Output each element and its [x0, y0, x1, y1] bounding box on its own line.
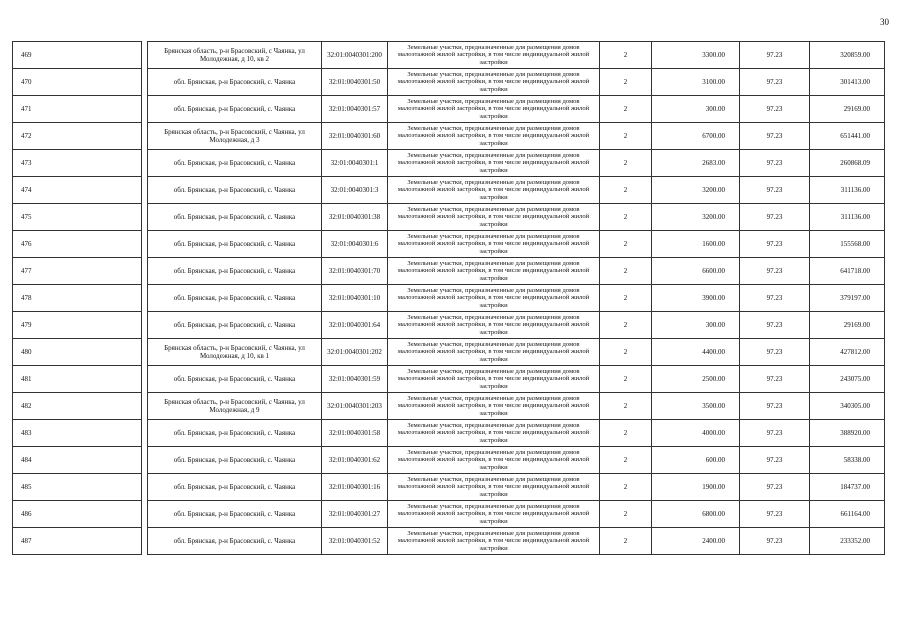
area-cell: 3300.00 — [652, 42, 740, 69]
address-cell: обл. Брянская, р-н Брасовский, с. Чаянка — [148, 177, 322, 204]
group-cell: 2 — [600, 312, 652, 339]
rate-cell: 97.23 — [740, 474, 810, 501]
address-cell: обл. Брянская, р-н Брасовский, с. Чаянка — [148, 474, 322, 501]
area-cell: 1600.00 — [652, 231, 740, 258]
address-cell: обл. Брянская, р-н Брасовский, с. Чаянка — [148, 69, 322, 96]
rate-cell: 97.23 — [740, 231, 810, 258]
cadastral-value-cell: 155568.00 — [810, 231, 885, 258]
rate-cell: 97.23 — [740, 123, 810, 150]
table-row — [13, 123, 885, 150]
cadastral-number-cell: 32:01:0040301:52 — [322, 528, 388, 555]
row-number: 485 — [13, 474, 142, 501]
rate-cell: 97.23 — [740, 420, 810, 447]
cadastral-number-cell: 32:01:0040301:60 — [322, 123, 388, 150]
cadastral-value-cell: 320859.00 — [810, 42, 885, 69]
row-number: 472 — [13, 123, 142, 150]
cadastral-number-cell: 32:01:0040301:38 — [322, 204, 388, 231]
row-number: 477 — [13, 258, 142, 285]
table-row — [13, 366, 885, 393]
table-row — [13, 420, 885, 447]
rate-cell: 97.23 — [740, 366, 810, 393]
table-row — [13, 528, 885, 555]
area-cell: 3100.00 — [652, 69, 740, 96]
rate-cell: 97.23 — [740, 312, 810, 339]
land-use-cell: Земельные участки, предназначенные для размещения домов малоэтажной жилой застройки, в том числе индивидуальной жилой застройки — [388, 123, 600, 150]
cadastral-number-cell: 32:01:0040301:1 — [322, 150, 388, 177]
cadastral-value-cell: 427812.00 — [810, 339, 885, 366]
area-cell: 300.00 — [652, 312, 740, 339]
cadastral-value-cell: 651441.00 — [810, 123, 885, 150]
rate-cell: 97.23 — [740, 150, 810, 177]
cadastral-number-cell: 32:01:0040301:58 — [322, 420, 388, 447]
area-cell: 3200.00 — [652, 177, 740, 204]
row-number: 474 — [13, 177, 142, 204]
group-cell: 2 — [600, 501, 652, 528]
group-cell: 2 — [600, 528, 652, 555]
cadastral-value-cell: 29169.00 — [810, 96, 885, 123]
address-cell: обл. Брянская, р-н Брасовский, с. Чаянка — [148, 150, 322, 177]
group-cell: 2 — [600, 96, 652, 123]
cadastral-number-cell: 32:01:0040301:59 — [322, 366, 388, 393]
cadastral-value-cell: 184737.00 — [810, 474, 885, 501]
area-cell: 2400.00 — [652, 528, 740, 555]
address-cell: обл. Брянская, р-н Брасовский, с. Чаянка — [148, 258, 322, 285]
rate-cell: 97.23 — [740, 528, 810, 555]
group-cell: 2 — [600, 177, 652, 204]
land-use-cell: Земельные участки, предназначенные для размещения домов малоэтажной жилой застройки, в том числе индивидуальной жилой застройки — [388, 258, 600, 285]
cadastral-number-cell: 32:01:0040301:57 — [322, 96, 388, 123]
area-cell: 2683.00 — [652, 150, 740, 177]
area-cell: 4400.00 — [652, 339, 740, 366]
rate-cell: 97.23 — [740, 204, 810, 231]
rate-cell: 97.23 — [740, 96, 810, 123]
row-number: 484 — [13, 447, 142, 474]
land-use-cell: Земельные участки, предназначенные для размещения домов малоэтажной жилой застройки, в том числе индивидуальной жилой застройки — [388, 150, 600, 177]
cadastral-number-cell: 32:01:0040301:50 — [322, 69, 388, 96]
address-cell: Брянская область, р-н Брасовский, с Чаянка, ул Молодежная, д 3 — [148, 123, 322, 150]
land-use-cell: Земельные участки, предназначенные для размещения домов малоэтажной жилой застройки, в том числе индивидуальной жилой застройки — [388, 528, 600, 555]
area-cell: 2500.00 — [652, 366, 740, 393]
table-row — [13, 285, 885, 312]
row-number: 471 — [13, 96, 142, 123]
row-number: 487 — [13, 528, 142, 555]
address-cell: Брянская область, р-н Брасовский, с Чаянка, ул Молодежная, д 9 — [148, 393, 322, 420]
address-cell: обл. Брянская, р-н Брасовский, с. Чаянка — [148, 231, 322, 258]
land-use-cell: Земельные участки, предназначенные для размещения домов малоэтажной жилой застройки, в том числе индивидуальной жилой застройки — [388, 96, 600, 123]
table-row — [13, 474, 885, 501]
table-row — [13, 150, 885, 177]
group-cell: 2 — [600, 258, 652, 285]
rate-cell: 97.23 — [740, 501, 810, 528]
row-number: 478 — [13, 285, 142, 312]
land-use-cell: Земельные участки, предназначенные для размещения домов малоэтажной жилой застройки, в том числе индивидуальной жилой застройки — [388, 339, 600, 366]
group-cell: 2 — [600, 150, 652, 177]
row-number: 475 — [13, 204, 142, 231]
cadastral-number-cell: 32:01:0040301:200 — [322, 42, 388, 69]
rate-cell: 97.23 — [740, 393, 810, 420]
land-use-cell: Земельные участки, предназначенные для размещения домов малоэтажной жилой застройки, в том числе индивидуальной жилой застройки — [388, 366, 600, 393]
row-number: 480 — [13, 339, 142, 366]
cadastral-number-cell: 32:01:0040301:16 — [322, 474, 388, 501]
cadastral-number-cell: 32:01:0040301:62 — [322, 447, 388, 474]
rate-cell: 97.23 — [740, 177, 810, 204]
area-cell: 3200.00 — [652, 204, 740, 231]
area-cell: 3500.00 — [652, 393, 740, 420]
row-number: 486 — [13, 501, 142, 528]
cadastral-number-cell: 32:01:0040301:203 — [322, 393, 388, 420]
group-cell: 2 — [600, 123, 652, 150]
rate-cell: 97.23 — [740, 447, 810, 474]
cadastral-value-cell: 233352.00 — [810, 528, 885, 555]
rate-cell: 97.23 — [740, 69, 810, 96]
cadastral-number-cell: 32:01:0040301:3 — [322, 177, 388, 204]
table-row — [13, 447, 885, 474]
cadastral-value-cell: 641718.00 — [810, 258, 885, 285]
table-row — [13, 96, 885, 123]
land-use-cell: Земельные участки, предназначенные для размещения домов малоэтажной жилой застройки, в том числе индивидуальной жилой застройки — [388, 447, 600, 474]
table-row — [13, 258, 885, 285]
address-cell: Брянская область, р-н Брасовский, с Чаянка, ул Молодежная, д 10, кв 1 — [148, 339, 322, 366]
address-cell: обл. Брянская, р-н Брасовский, с. Чаянка — [148, 312, 322, 339]
land-use-cell: Земельные участки, предназначенные для размещения домов малоэтажной жилой застройки, в том числе индивидуальной жилой застройки — [388, 474, 600, 501]
area-cell: 3900.00 — [652, 285, 740, 312]
group-cell: 2 — [600, 339, 652, 366]
cadastral-number-cell: 32:01:0040301:6 — [322, 231, 388, 258]
cadastral-value-cell: 311136.00 — [810, 204, 885, 231]
cadastral-number-cell: 32:01:0040301:27 — [322, 501, 388, 528]
row-number: 473 — [13, 150, 142, 177]
table-row — [13, 339, 885, 366]
table-row — [13, 204, 885, 231]
rate-cell: 97.23 — [740, 258, 810, 285]
address-cell: обл. Брянская, р-н Брасовский, с. Чаянка — [148, 204, 322, 231]
table-row — [13, 42, 885, 69]
table-row — [13, 177, 885, 204]
row-number: 479 — [13, 312, 142, 339]
land-use-cell: Земельные участки, предназначенные для размещения домов малоэтажной жилой застройки, в том числе индивидуальной жилой застройки — [388, 312, 600, 339]
table-row — [13, 393, 885, 420]
group-cell: 2 — [600, 474, 652, 501]
cadastral-value-cell: 388920.00 — [810, 420, 885, 447]
cadastral-value-table — [12, 41, 885, 555]
cadastral-number-cell: 32:01:0040301:202 — [322, 339, 388, 366]
cadastral-value-cell: 340305.00 — [810, 393, 885, 420]
group-cell: 2 — [600, 231, 652, 258]
land-use-cell: Земельные участки, предназначенные для размещения домов малоэтажной жилой застройки, в том числе индивидуальной жилой застройки — [388, 501, 600, 528]
cadastral-value-cell: 301413.00 — [810, 69, 885, 96]
address-cell: обл. Брянская, р-н Брасовский, с. Чаянка — [148, 285, 322, 312]
group-cell: 2 — [600, 420, 652, 447]
cadastral-value-cell: 379197.00 — [810, 285, 885, 312]
land-use-cell: Земельные участки, предназначенные для размещения домов малоэтажной жилой застройки, в том числе индивидуальной жилой застройки — [388, 177, 600, 204]
row-number: 470 — [13, 69, 142, 96]
area-cell: 4000.00 — [652, 420, 740, 447]
cadastral-number-cell: 32:01:0040301:70 — [322, 258, 388, 285]
table-row — [13, 312, 885, 339]
land-use-cell: Земельные участки, предназначенные для размещения домов малоэтажной жилой застройки, в том числе индивидуальной жилой застройки — [388, 393, 600, 420]
address-cell: обл. Брянская, р-н Брасовский, с. Чаянка — [148, 96, 322, 123]
group-cell: 2 — [600, 366, 652, 393]
cadastral-value-cell: 29169.00 — [810, 312, 885, 339]
group-cell: 2 — [600, 285, 652, 312]
row-number: 482 — [13, 393, 142, 420]
cadastral-number-cell: 32:01:0040301:10 — [322, 285, 388, 312]
group-cell: 2 — [600, 447, 652, 474]
cadastral-number-cell: 32:01:0040301:64 — [322, 312, 388, 339]
address-cell: Брянская область, р-н Брасовский, с Чаянка, ул Молодежная, д 10, кв 2 — [148, 42, 322, 69]
group-cell: 2 — [600, 69, 652, 96]
row-number: 476 — [13, 231, 142, 258]
table-body — [13, 42, 885, 555]
address-cell: обл. Брянская, р-н Брасовский, с. Чаянка — [148, 447, 322, 474]
group-cell: 2 — [600, 42, 652, 69]
land-use-cell: Земельные участки, предназначенные для размещения домов малоэтажной жилой застройки, в том числе индивидуальной жилой застройки — [388, 42, 600, 69]
address-cell: обл. Брянская, р-н Брасовский, с. Чаянка — [148, 366, 322, 393]
area-cell: 300.00 — [652, 96, 740, 123]
rate-cell: 97.23 — [740, 339, 810, 366]
group-cell: 2 — [600, 393, 652, 420]
group-cell: 2 — [600, 204, 652, 231]
row-number: 483 — [13, 420, 142, 447]
cadastral-value-cell: 260868.09 — [810, 150, 885, 177]
land-use-cell: Земельные участки, предназначенные для размещения домов малоэтажной жилой застройки, в том числе индивидуальной жилой застройки — [388, 231, 600, 258]
cadastral-value-cell: 243075.00 — [810, 366, 885, 393]
page-number: 30 — [880, 17, 889, 27]
rate-cell: 97.23 — [740, 42, 810, 69]
land-use-cell: Земельные участки, предназначенные для размещения домов малоэтажной жилой застройки, в том числе индивидуальной жилой застройки — [388, 204, 600, 231]
address-cell: обл. Брянская, р-н Брасовский, с. Чаянка — [148, 420, 322, 447]
row-number: 481 — [13, 366, 142, 393]
address-cell: обл. Брянская, р-н Брасовский, с. Чаянка — [148, 501, 322, 528]
table-row — [13, 231, 885, 258]
area-cell: 600.00 — [652, 447, 740, 474]
land-use-cell: Земельные участки, предназначенные для размещения домов малоэтажной жилой застройки, в том числе индивидуальной жилой застройки — [388, 420, 600, 447]
cadastral-value-cell: 661164.00 — [810, 501, 885, 528]
land-use-cell: Земельные участки, предназначенные для размещения домов малоэтажной жилой застройки, в том числе индивидуальной жилой застройки — [388, 285, 600, 312]
address-cell: обл. Брянская, р-н Брасовский, с. Чаянка — [148, 528, 322, 555]
land-use-cell: Земельные участки, предназначенные для размещения домов малоэтажной жилой застройки, в том числе индивидуальной жилой застройки — [388, 69, 600, 96]
row-number: 469 — [13, 42, 142, 69]
cadastral-value-cell: 58338.00 — [810, 447, 885, 474]
rate-cell: 97.23 — [740, 285, 810, 312]
cadastral-value-cell: 311136.00 — [810, 177, 885, 204]
area-cell: 6700.00 — [652, 123, 740, 150]
area-cell: 6800.00 — [652, 501, 740, 528]
area-cell: 6600.00 — [652, 258, 740, 285]
area-cell: 1900.00 — [652, 474, 740, 501]
table-row — [13, 501, 885, 528]
table-row — [13, 69, 885, 96]
